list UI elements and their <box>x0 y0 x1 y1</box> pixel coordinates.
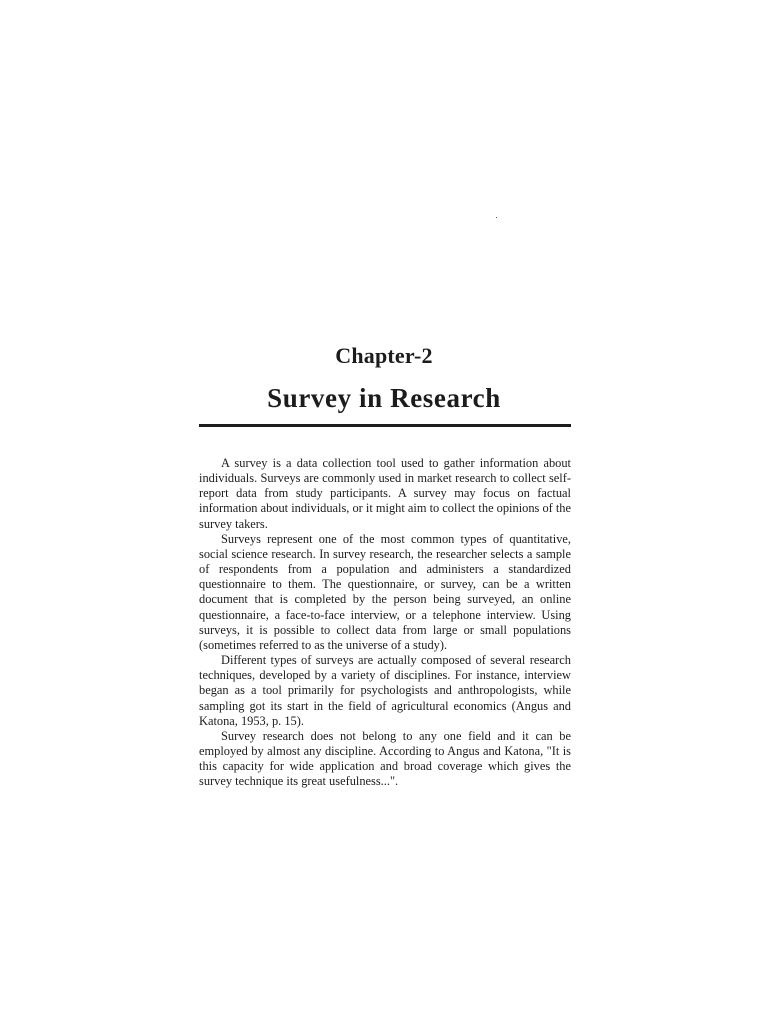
paragraph: Different types of surveys are actually composed of several research techniques, developed by a variety of disciplines. For instance, interview began as a tool primarily for psychologists and anthropologists, while sampling got its start in the field of agricultural economics (Angus and Katona, 1953, p. 15). <box>199 653 571 728</box>
chapter-label: Chapter-2 <box>335 343 433 368</box>
stray-mark <box>496 217 497 218</box>
chapter-title: Survey in Research <box>267 383 501 413</box>
title-rule <box>199 424 571 427</box>
paragraph: Surveys represent one of the most common types of quantitative, social science research. In survey research, the researcher selects a sample of respondents from a population and administers a standardized questionnaire to them. The questionnaire, or survey, can be a written document that is completed by the person being surveyed, an online questionnaire, a face-to-face interview, or a telephone interview. Using surveys, it is possible to collect data from large or small populations (sometimes referred to as the universe of a study). <box>199 531 571 652</box>
paragraph: A survey is a data collection tool used to gather information about individuals. Surveys are commonly used in market research to collect self-report data from study participants. A survey may focus on factual information about individuals, or it might aim to collect the opinions of the survey takers. <box>199 456 572 531</box>
paragraph: Survey research does not belong to any one field and it can be employed by almost any discipline. According to Angus and Katona, "It is this capacity for wide application and broad coverage which gives the survey technique its great usefulness...". <box>199 728 571 789</box>
body-text <box>199 456 571 789</box>
